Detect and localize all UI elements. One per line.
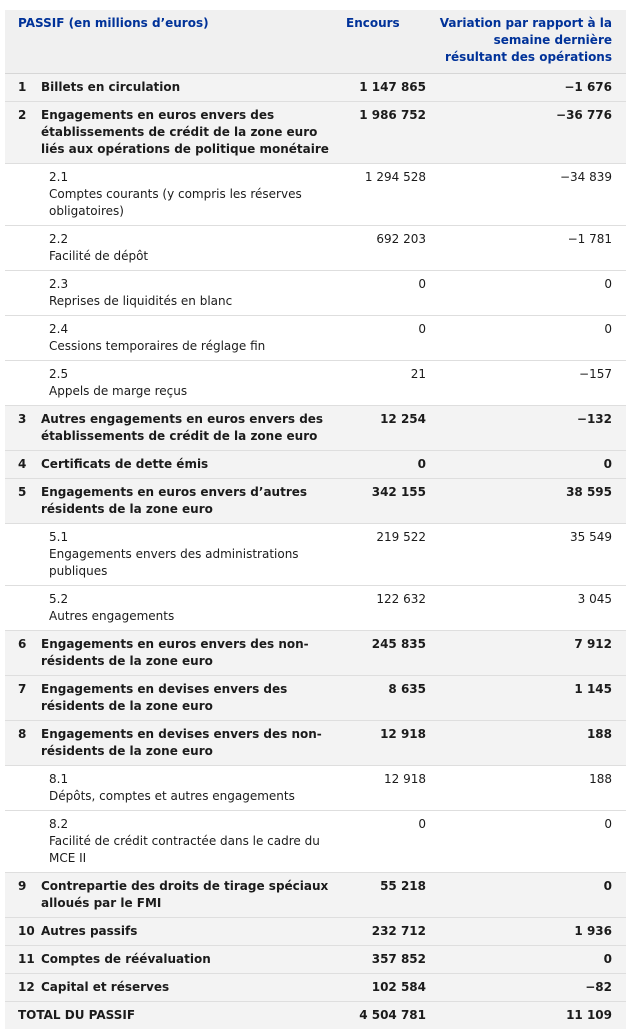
row-encours: 122 632 — [346, 586, 432, 631]
row-number: 9 — [5, 873, 30, 918]
row-number: 5.2 — [49, 591, 78, 608]
row-encours: 12 254 — [346, 406, 432, 451]
row-variation: 38 595 — [432, 479, 626, 524]
row-variation: −82 — [432, 974, 626, 1002]
table-row — [5, 164, 626, 226]
table-row — [5, 361, 626, 406]
row-variation: −132 — [432, 406, 626, 451]
row-variation: 1 145 — [432, 676, 626, 721]
row-number: 6 — [5, 631, 30, 676]
row-encours: 0 — [346, 316, 432, 361]
total-encours: 4 504 781 — [346, 1002, 432, 1029]
row-encours: 12 918 — [346, 766, 432, 811]
row-label: Contrepartie des droits de tirage spéciaux alloués par le FMI — [30, 873, 346, 918]
row-label: Facilité de crédit contractée dans le cadre du MCE II — [49, 833, 329, 867]
row-label: Autres engagements — [49, 608, 329, 625]
table-row — [5, 479, 626, 524]
table-row — [5, 811, 626, 873]
row-label-cell — [5, 271, 346, 316]
table-row — [5, 74, 626, 102]
row-encours: 245 835 — [346, 631, 432, 676]
row-number: 8.1 — [49, 771, 78, 788]
row-number: 11 — [5, 946, 30, 974]
table-row — [5, 721, 626, 766]
row-label: Appels de marge reçus — [49, 383, 329, 400]
row-variation: 188 — [432, 766, 626, 811]
row-number: 2.4 — [49, 321, 78, 338]
table-row — [5, 586, 626, 631]
row-variation: −157 — [432, 361, 626, 406]
row-variation: 35 549 — [432, 524, 626, 586]
table-row — [5, 676, 626, 721]
row-variation: −1 676 — [432, 74, 626, 102]
row-number: 5.1 — [49, 529, 78, 546]
row-number: 8 — [5, 721, 30, 766]
table-row — [5, 766, 626, 811]
row-label: Certificats de dette émis — [30, 451, 346, 479]
row-variation: 0 — [432, 873, 626, 918]
row-number: 1 — [5, 74, 30, 102]
row-variation: 188 — [432, 721, 626, 766]
row-label: Comptes de réévaluation — [30, 946, 346, 974]
table-row — [5, 406, 626, 451]
row-variation: −36 776 — [432, 102, 626, 164]
header-variation: Variation par rapport à la semaine dernière résultant des opérations — [432, 10, 626, 74]
row-number: 8.2 — [49, 816, 78, 833]
row-encours: 342 155 — [346, 479, 432, 524]
row-variation: 3 045 — [432, 586, 626, 631]
row-encours: 219 522 — [346, 524, 432, 586]
row-label: Autres engagements en euros envers des établissements de crédit de la zone euro — [30, 406, 346, 451]
row-encours: 0 — [346, 811, 432, 873]
row-encours: 12 918 — [346, 721, 432, 766]
row-variation: 0 — [432, 271, 626, 316]
row-label-cell — [5, 316, 346, 361]
row-label: Cessions temporaires de réglage fin — [49, 338, 329, 355]
row-label: Comptes courants (y compris les réserves obligatoires) — [49, 186, 329, 220]
row-variation: 0 — [432, 316, 626, 361]
table-row — [5, 271, 626, 316]
row-label: Engagements en euros envers des non-résidents de la zone euro — [30, 631, 346, 676]
row-variation: 7 912 — [432, 631, 626, 676]
table-body — [5, 74, 626, 1002]
row-encours: 102 584 — [346, 974, 432, 1002]
row-variation: −34 839 — [432, 164, 626, 226]
row-label: Engagements en euros envers d’autres résidents de la zone euro — [30, 479, 346, 524]
table-row — [5, 226, 626, 271]
table-row — [5, 316, 626, 361]
row-label-cell — [5, 361, 346, 406]
row-number: 5 — [5, 479, 30, 524]
table-header-row — [5, 10, 626, 74]
row-encours: 232 712 — [346, 918, 432, 946]
row-label: Autres passifs — [30, 918, 346, 946]
row-variation: 1 936 — [432, 918, 626, 946]
row-encours: 1 986 752 — [346, 102, 432, 164]
row-label: Engagements en devises envers des résidents de la zone euro — [30, 676, 346, 721]
row-variation: −1 781 — [432, 226, 626, 271]
row-variation: 0 — [432, 946, 626, 974]
total-label: TOTAL DU PASSIF — [5, 1002, 346, 1029]
row-variation: 0 — [432, 451, 626, 479]
table-row — [5, 974, 626, 1002]
row-encours: 1 147 865 — [346, 74, 432, 102]
row-label-cell — [5, 766, 346, 811]
table-row — [5, 873, 626, 918]
row-label-cell — [5, 524, 346, 586]
row-label-cell — [5, 164, 346, 226]
row-encours: 55 218 — [346, 873, 432, 918]
row-label: Dépôts, comptes et autres engagements — [49, 788, 329, 805]
row-label: Engagements en devises envers des non-résidents de la zone euro — [30, 721, 346, 766]
row-number: 2.2 — [49, 231, 78, 248]
total-row — [5, 1002, 626, 1029]
row-number: 3 — [5, 406, 30, 451]
passif-table — [5, 10, 626, 1029]
row-encours: 0 — [346, 271, 432, 316]
row-label-cell — [5, 811, 346, 873]
row-label: Billets en circulation — [30, 74, 346, 102]
row-number: 2.5 — [49, 366, 78, 383]
row-encours: 357 852 — [346, 946, 432, 974]
table-row — [5, 946, 626, 974]
table-row — [5, 451, 626, 479]
header-label: PASSIF (en millions d’euros) — [5, 10, 346, 74]
row-encours: 692 203 — [346, 226, 432, 271]
row-number: 7 — [5, 676, 30, 721]
row-number: 2 — [5, 102, 30, 164]
row-label: Engagements en euros envers des établissements de crédit de la zone euro liés aux opérations de politique monétaire — [30, 102, 346, 164]
row-number: 12 — [5, 974, 30, 1002]
row-label: Capital et réserves — [30, 974, 346, 1002]
row-label-cell — [5, 226, 346, 271]
row-encours: 21 — [346, 361, 432, 406]
row-label-cell — [5, 586, 346, 631]
row-encours: 0 — [346, 451, 432, 479]
row-label: Engagements envers des administrations publiques — [49, 546, 329, 580]
row-encours: 1 294 528 — [346, 164, 432, 226]
row-encours: 8 635 — [346, 676, 432, 721]
table-row — [5, 102, 626, 164]
table-row — [5, 524, 626, 586]
total-variation: 11 109 — [432, 1002, 626, 1029]
row-number: 2.3 — [49, 276, 78, 293]
row-number: 10 — [5, 918, 30, 946]
row-label: Facilité de dépôt — [49, 248, 329, 265]
table-row — [5, 631, 626, 676]
row-number: 2.1 — [49, 169, 78, 186]
table-row — [5, 918, 626, 946]
header-encours: Encours — [346, 10, 432, 74]
row-variation: 0 — [432, 811, 626, 873]
row-label: Reprises de liquidités en blanc — [49, 293, 329, 310]
row-number: 4 — [5, 451, 30, 479]
